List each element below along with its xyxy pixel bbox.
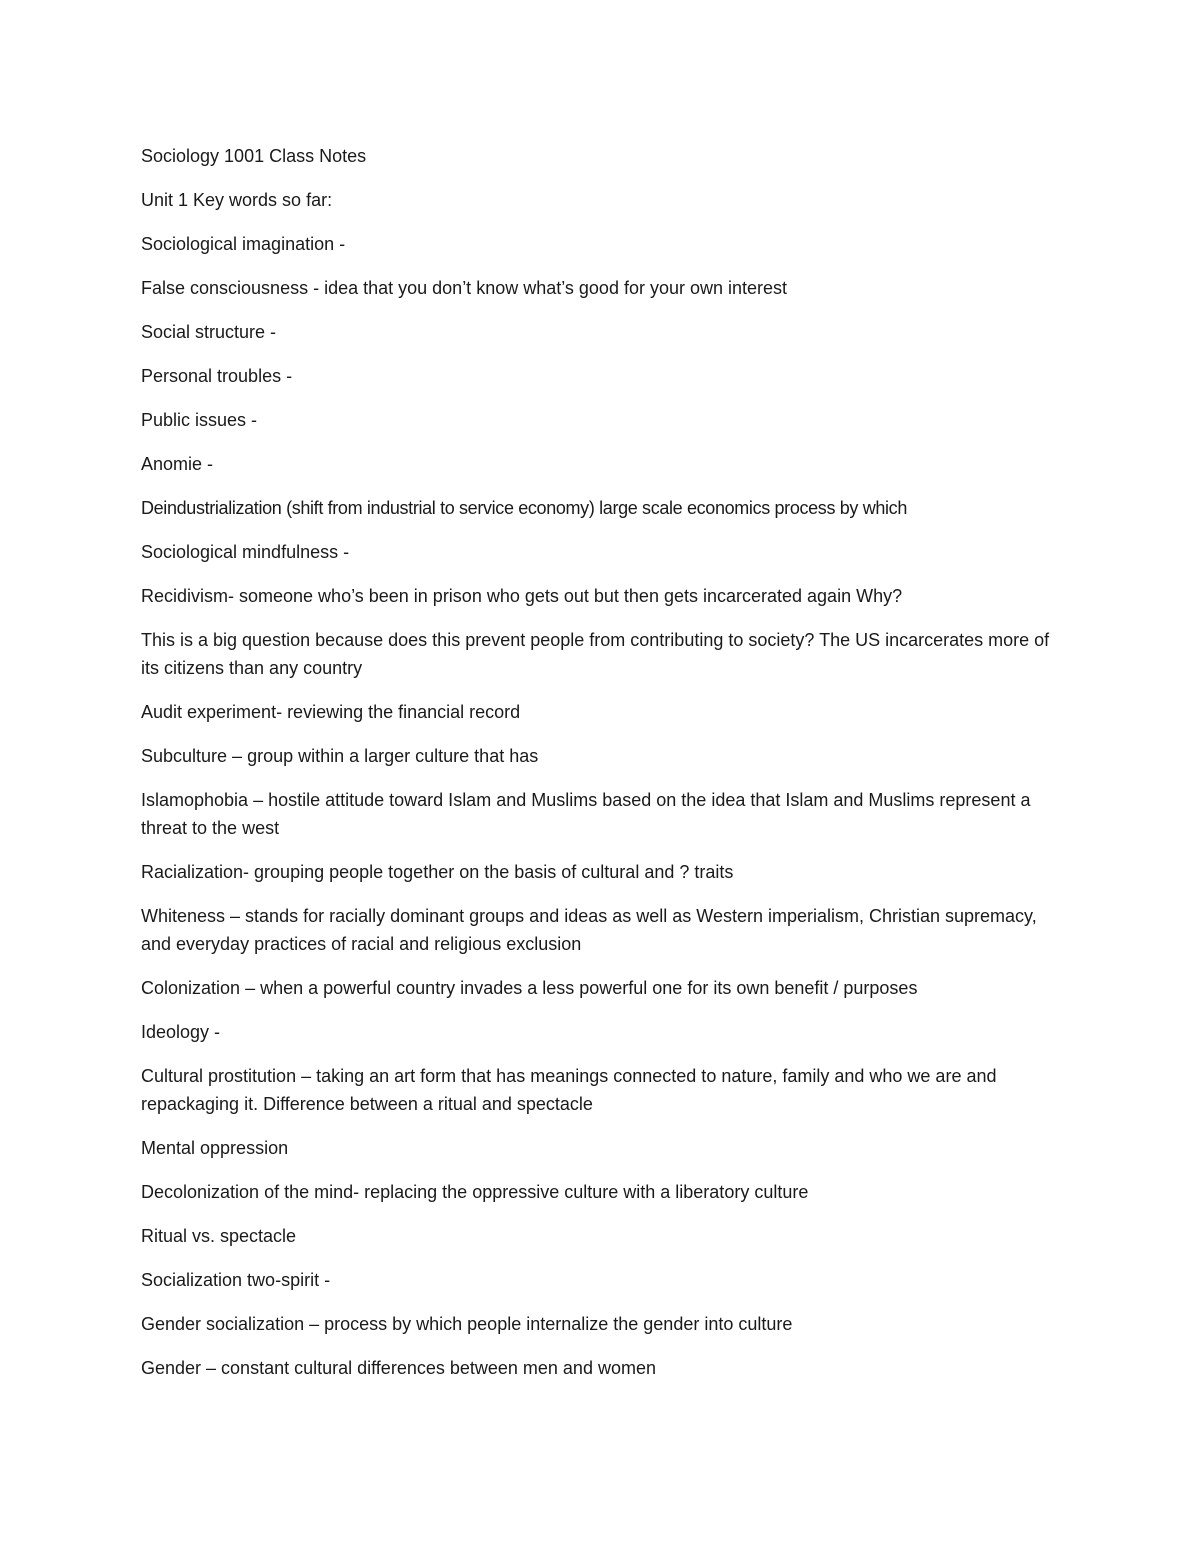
note-line: Social structure -	[141, 322, 277, 342]
note-line: Mental oppression	[141, 1138, 289, 1158]
note-line: Socialization two-spirit -	[141, 1270, 331, 1290]
note-paragraph: Whiteness – stands for racially dominant groups and ideas as well as Western imperialism, Christian supremacy, and everyday practices of racial and religious exclusion	[141, 906, 1037, 954]
note-line: Sociological imagination -	[141, 234, 346, 254]
note-line: Subculture – group within a larger culture that has	[141, 746, 539, 766]
note-paragraph: Cultural prostitution – taking an art form that has meanings connected to nature, family and who we are and repackaging it. Difference between a ritual and spectacle	[141, 1066, 997, 1114]
note-line: Deindustrialization (shift from industrial to service economy) large scale economics process by which	[141, 498, 907, 518]
note-line: Recidivism- someone who’s been in prison who gets out but then gets incarcerated again Why?	[141, 586, 903, 606]
note-paragraph: This is a big question because does this prevent people from contributing to society? The US incarcerates more of its citizens than any country	[141, 630, 1050, 678]
note-line: Audit experiment- reviewing the financial record	[141, 702, 521, 722]
note-line: Anomie -	[141, 454, 214, 474]
document-title: Sociology 1001 Class Notes	[141, 146, 367, 166]
note-line: Gender socialization – process by which people internalize the gender into culture	[141, 1314, 793, 1334]
note-line: Public issues -	[141, 410, 258, 430]
note-line: Ideology -	[141, 1022, 221, 1042]
note-line: Decolonization of the mind- replacing the oppressive culture with a liberatory culture	[141, 1182, 809, 1202]
note-line: Sociological mindfulness -	[141, 542, 350, 562]
note-line: Racialization- grouping people together on the basis of cultural and ? traits	[141, 862, 734, 882]
note-line: Colonization – when a powerful country invades a less powerful one for its own benefit / purposes	[141, 978, 918, 998]
note-line: False consciousness - idea that you don’t know what’s good for your own interest	[141, 278, 788, 298]
note-paragraph: Islamophobia – hostile attitude toward Islam and Muslims based on the idea that Islam and Muslims represent a threat to the west	[141, 790, 1031, 838]
notes-body	[141, 142, 1071, 1398]
document-subtitle: Unit 1 Key words so far:	[141, 190, 333, 210]
note-line: Ritual vs. spectacle	[141, 1226, 297, 1246]
note-line: Personal troubles -	[141, 366, 293, 386]
note-line: Gender – constant cultural differences between men and women	[141, 1358, 656, 1378]
